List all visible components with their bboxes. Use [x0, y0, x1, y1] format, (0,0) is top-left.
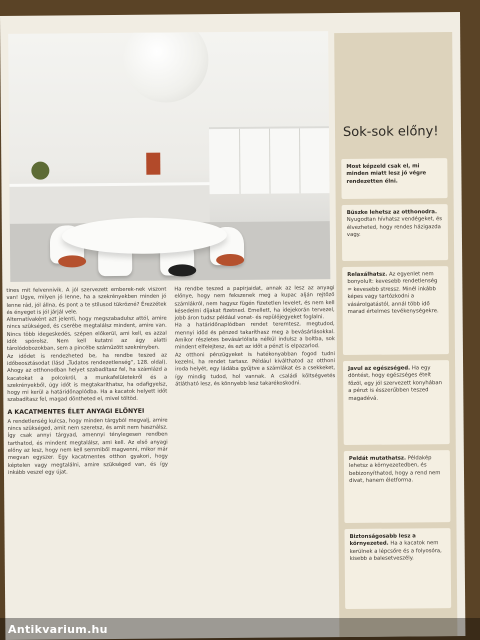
- sidebar-title: Sok-sok előny!: [342, 124, 439, 141]
- magazine-page: [0, 12, 465, 640]
- article-body: [6, 285, 337, 640]
- benefit-box: [344, 528, 451, 609]
- paragraph: Alternatívaként azt jelenti, hogy megszabadulsz attól, amire nincs szükséged, és cserébe megtalálsz mindent, amire van. Nincs több idegeskedés, szépen előkerül, ami kell, es azzal időt spórolsz. Nem kell kutatni az ágy alatti tárolódobozokban, sem a pincébe száműzött szekrényben.: [6, 315, 167, 353]
- benefit-lead: Büszke lehetsz az otthonodra.: [346, 209, 438, 216]
- benefit-box: [341, 158, 447, 199]
- benefit-box: [342, 204, 448, 261]
- benefit-lead: Biztonságosabb lesz a környezeted.: [349, 533, 416, 548]
- wall-art: [146, 153, 160, 175]
- benefit-text: Ha egy döntést, hogy egészséges ételt főzöl, egy jól szervezett konyhában a pénzt is ésszerűbben teszed magadévá.: [348, 365, 442, 402]
- article-column-2: [174, 285, 337, 638]
- benefit-lead: Peldát mutathatsz.: [348, 455, 406, 462]
- paragraph: Ha rendbe teszed a papírjaidat, annak az lesz az anyagi előnye, hogy nem fekszenek meg a kupac alján rejtőző számlákról, nem hagysz fügén fizetetlen levelet, és nem kell késedelmi díjakat fizetned. Emellett, ha idejekorán tervezel, jobb áron tudsz például vonat- és repülőjegyeket foglalni.: [174, 285, 335, 322]
- benefit-box: [344, 450, 451, 523]
- benefit-text: Ha a kacatok nem kerülnek a lépcsőre és a folyosóra, kisebb a balesetveszély.: [349, 540, 442, 563]
- article-column-1: [6, 287, 169, 640]
- plant: [31, 162, 49, 180]
- benefit-box: [343, 360, 450, 445]
- benefit-text: Nyugodtan hívhatsz vendégeket, és élvezheted, hogy rendes házigazda vagy.: [346, 216, 443, 239]
- watermark: Antikvarium.hu: [8, 623, 108, 636]
- benefit-lead: Javul az egészséged.: [348, 365, 411, 372]
- paragraph: Az idődet is rendezheted be, ha rendbe teszed az időbeosztásodat (lásd „Tudatos rendezetlenség”, 128. oldal). Ahogy az otthonodban helyet szabadítasz fel, ha számlázd a kacatokat a polcokról, a munkafelületekről és a szekrényekből, úgy időt is megtakaríthatsz, ha odafigyelsz, hogy mi kerül a határidőnaplódba. Ha a kacatok helyett időt szabadítasz fel, magad döntheted el, mivel töltöd.: [6, 352, 168, 404]
- paragraph: A rendetlenség kulcsa, hogy minden tárgyból megvalj, amire nincs szükséged, amit nem szeretsz, és amit nem használsz. Így csak annyi tárgyad, amennyi ténylegesen rendben tarthatod, és mindent megtalálsz, ami kell. Az első anyagi előny az lesz, hogy nem kell semmiből magvenni, mikor már megvan egyszer. Egy kacatmentes otthon gyakori, hogy képtelen vagy megtalálni, amire szükséged van, és így inkább veszel egy újat.: [7, 417, 168, 476]
- benefit-text: Példakép lehetsz a környezetedben, és bebizonyíthatod, hogy a rend nem divat, hanem életforma.: [348, 455, 441, 485]
- kitchen-photo: [8, 31, 330, 282]
- benefit-lead: Most képzeld csak el, mi minden miatt lesz jó végre rendezetten élni.: [346, 163, 427, 185]
- benefit-text: Az egyenlet nem bonyolult: kevesebb rendetlenség = kevesebb stressz. Minél inkább képes vagy tartózkodni a vásárolgatástól, annál több idő marad értelmes tevékenységekre.: [347, 271, 439, 316]
- kitchen-cabinets: [209, 126, 330, 194]
- benefit-lead: Relaxálhatsz.: [347, 271, 388, 278]
- section-heading: A KACATMENTES ÉLET ANYAGI ELŐNYEI: [7, 407, 145, 416]
- benefit-box: [342, 266, 449, 355]
- paragraph: Az otthoni pénzügyeket is hatékonyabban fogod tudni kezelni, ha rendet tartasz. Például kiválthatod az otthoni iroda helyét, egy ládába gyűjtve a számlákat és a csekkeket, így mindig tudod, hol vannak. A családi költségvetés átlátható lesz, és könnyebb lesz takarékoskodni.: [174, 350, 336, 388]
- pendant-lamp: [123, 31, 209, 103]
- paragraph: tines mit felvennivik. A jól szervezett emberek-nek viszont van! Ugye, milyen jó lenne, ha a szekrényekben minden jó lenne rád, jól állna, és pont a te stílusod tükrözné? Érezzétek és ényeget is jól járjál vele.: [6, 286, 167, 316]
- paragraph: Ha a határidőnaplódban rendet teremtesz, megtudod, mennyi időd és pénzed takaríthasz meg a bevásárlásokkal. Amikor részletes bevásárlólista nélkül indulsz a boltba, sok mindent elfelejtesz, és ezt az időt a pénzt is elpazarlod.: [174, 321, 335, 351]
- sidebar-panel: [334, 32, 457, 637]
